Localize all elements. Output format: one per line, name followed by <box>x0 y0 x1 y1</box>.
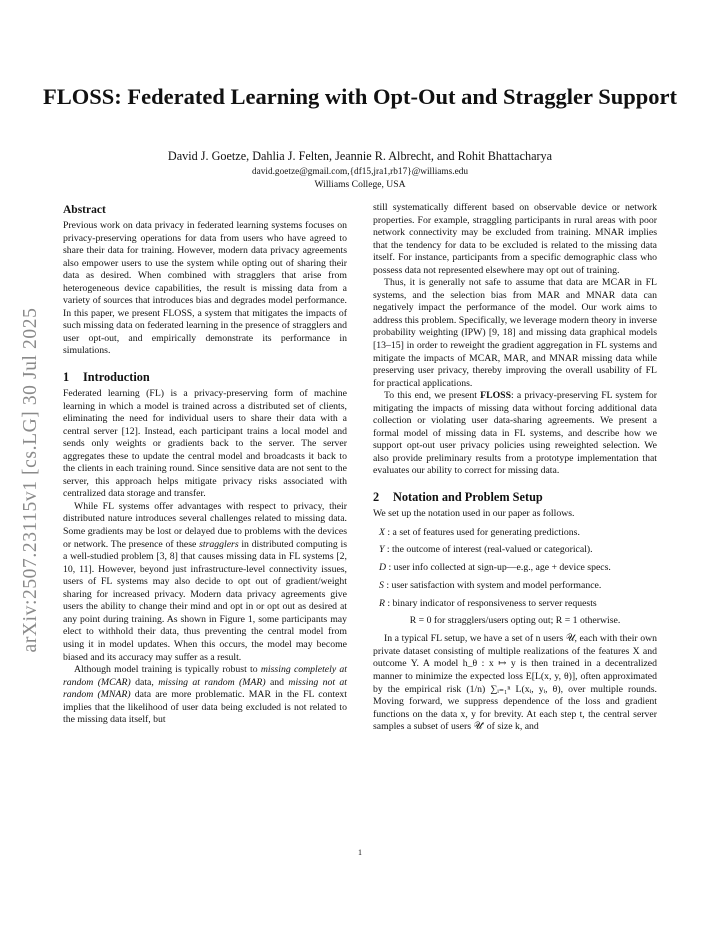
right-column <box>373 202 657 734</box>
symbol: X <box>379 526 385 538</box>
author-list: David J. Goetze, Dahlia J. Felten, Jeannie R. Albrecht, and Rohit Bhattacharya <box>167 149 553 163</box>
section-title: Notation and Problem Setup <box>393 490 543 505</box>
notation-item <box>379 598 657 611</box>
intro-paragraph-2 <box>63 501 347 664</box>
symbol: Y <box>379 544 385 556</box>
affiliation: Williams College, USA <box>314 179 406 190</box>
abstract-heading: Abstract <box>63 204 106 216</box>
emphasis: missing not at random (MNAR) <box>63 676 347 701</box>
definition: : user info collected at sign-up—e.g., age + device specs. <box>386 562 611 574</box>
definition: : the outcome of interest (real-valued or categorical). <box>384 544 593 556</box>
text-span: in distributed computing is a well-studied problem [3, 8] that causes missing data in FL systems [2, 10, 11]. However, beyond just infrastructure-level connectivity issues, users of FL systems may also decide to opt out of gradient/weight sharing for increased privacy. Modern data privacy agreements give users the ability to change their mind and opt in or opt out as desired at any point during training. As shown in Figure 1, some participants may elect to withhold their data, thus preventing the central model from using it in model updates. When this occurs, the model may become biased and its accuracy may suffer as a result. <box>63 538 347 663</box>
section-heading-notation <box>373 489 657 505</box>
definition: : a set of features used for generating predictions. <box>384 526 580 538</box>
notation-intro: We set up the notation used in our paper as follows. <box>373 508 575 520</box>
intro-paragraph-6 <box>373 390 657 478</box>
section-heading-introduction <box>63 369 347 385</box>
text-span: While FL systems offer advantages with respect to privacy, their distributed nature introduces several challenges related to missing data. Some gradients may be lost or delayed due to problems with the devices or network. The presence of these <box>63 500 347 550</box>
text-span: data, <box>130 676 159 688</box>
text-span: Although model training is typically robust to <box>74 664 261 676</box>
text-span: and <box>265 676 289 688</box>
notation-item <box>379 562 657 575</box>
notation-item <box>379 580 657 593</box>
notation-subnote: R = 0 for stragglers/users opting out; R = 1 otherwise. <box>409 614 621 626</box>
notation-item <box>379 544 657 557</box>
emphasis: missing completely at random (MCAR) <box>63 664 348 688</box>
notation-list <box>373 527 657 628</box>
symbol: D <box>379 562 387 574</box>
emphasis: missing at random (MAR) <box>158 676 266 688</box>
left-column <box>63 202 347 727</box>
paper-title: FLOSS: Federated Learning with Opt-Out and Straggler Support <box>43 84 677 109</box>
intro-paragraph-4: still systematically different based on observable device or network properties. For example, straggling participants in rural areas with poor network connectivity may be excluded from training. MNAR implies that the tendency for data to be excluded is related to the missing data itself. For instance, participants from a specific demographic class who possess data not represented elsewhere may opt out of training. <box>373 202 657 276</box>
notation-item <box>379 527 657 540</box>
text-span: data are more problematic. MAR in the FL context implies that the likelihood of user data being excluded is not related to the missing data itself, but <box>63 689 347 726</box>
symbol: S <box>379 580 384 592</box>
page-number: 1 <box>358 848 362 857</box>
text-span: To this end, we present <box>384 390 481 402</box>
arxiv-stamp: arXiv:2507.23115v1 [cs.LG] 30 Jul 2025 <box>20 307 41 653</box>
author-emails: david.goetze@gmail.com,{df15,jra1,rb17}@williams.edu <box>251 167 469 177</box>
intro-paragraph-3 <box>63 664 347 727</box>
intro-paragraph-1: Federated learning (FL) is a privacy-preserving form of machine learning in which a model is trained across a distributed set of clients, eliminating the need for individual users to share their data with a central server [12]. Instead, each participant trains a local model and sends only weights or gradients back to the server. The server aggregates these to update the central model and broadcasts it back to the clients in each training round. Since sensitive data are not sent to the server, this approach helps mitigate privacy risks associated with centralized data storage and transfer. <box>63 388 347 500</box>
definition: : user satisfaction with system and model performance. <box>383 580 602 592</box>
abstract-text: Previous work on data privacy in federated learning systems focuses on privacy-preserving operations for data from users who have agreed to share their data for training. However, modern data privacy agreements also empower users to use the system while opting out of sharing their data as desired. When combined with stragglers that arise from heterogeneous device capabilities, the result is missing data from a variety of sources that introduces bias and degrades model performance. In this paper, we present FLOSS, a system that mitigates the impacts of such missing data on federated learning in the presence of stragglers and user opt-out, and empirically demonstrate its performance in simulations. <box>63 220 347 357</box>
section-title: Introduction <box>83 370 150 385</box>
emphasis: stragglers <box>199 538 239 550</box>
definition: : binary indicator of responsiveness to server requests <box>384 597 597 609</box>
text-span: : a privacy-preserving FL system for mitigating the impacts of missing data without forcing additional data collection or violating user data-sharing agreements. We present a formal model of missing data in FL systems, and describe how we support opt-out user privacy policies using reweighted selection. We also provide preliminary results from a prototype implementation that evaluates our ability to correct for missing data. <box>373 390 657 477</box>
intro-paragraph-5: Thus, it is generally not safe to assume that data are MCAR in FL systems, and the selection bias from MAR and MNAR data can negatively impact the performance of the model. Our work aims to address this problem. Specifically, we leverage modern theory in inverse probability weighting (IPW) [9, 18] and missing data graphical models [13–15] in order to reweight the gradient aggregation in FL systems and mitigate the impacts of MCAR, MAR, and MNAR missing data while preserving user privacy, thereby improving the overall usability of FL for practical applications. <box>373 277 657 389</box>
section-number: 2 <box>373 490 380 505</box>
setup-paragraph: In a typical FL setup, we have a set of n users 𝒰, each with their own private dataset consisting of multiple realizations of the features X and outcome Y. A model h_θ : x ↦ y is then trained in a decentralized manner to minimize the expected loss E[L(x, y, θ)], often approximated by the empirical risk (1/n) ∑ᵢ₌₁ⁿ L(xᵢ, yᵢ, θ), over multiple rounds. Moving forward, we suppress dependence of the loss and gradient functions on the data x, y for brevity. At each step t, the central server samples a subset of users 𝒰′ of size k, and <box>373 633 657 733</box>
symbol: R <box>379 597 385 609</box>
section-number: 1 <box>63 370 70 385</box>
system-name: FLOSS <box>480 390 512 402</box>
